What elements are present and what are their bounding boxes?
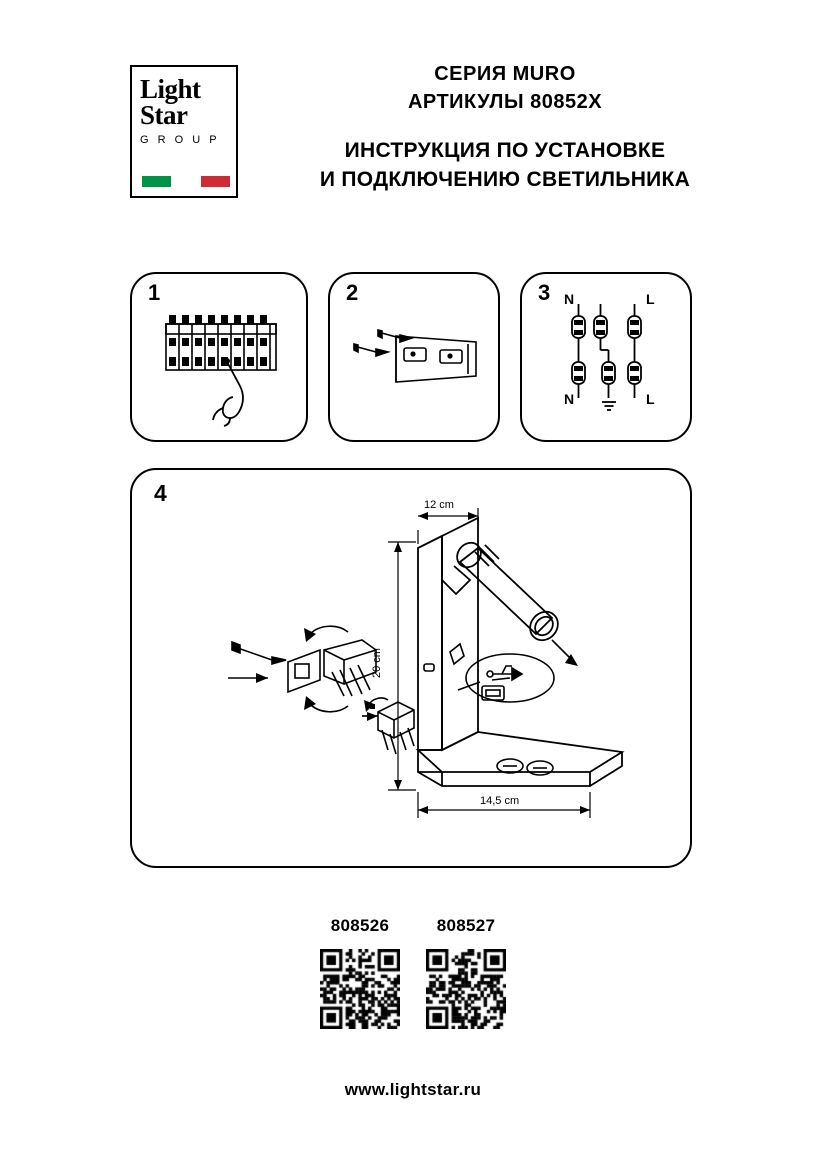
- wiring-label-n-top: N: [564, 291, 575, 307]
- page-header: [0, 0, 826, 230]
- instruction-line-2: И ПОДКЛЮЧЕНИЮ СВЕТИЛЬНИКА: [319, 168, 691, 191]
- step-3-number: 3: [538, 280, 551, 305]
- assembly-illustration: [192, 500, 672, 840]
- article-numbers: АРТИКУЛЫ 80852X: [407, 91, 603, 113]
- wiring-label-n-bottom: N: [564, 391, 575, 407]
- wiring-diagram-illustration: [550, 290, 680, 430]
- logo-line-2: Star: [140, 100, 188, 130]
- code-label-1: 808526: [330, 916, 390, 935]
- wiring-label-l-bottom: L: [646, 391, 655, 407]
- dimension-depth-label: 12 cm: [424, 500, 454, 511]
- step-2-panel: [328, 272, 500, 442]
- dimension-height-label: 20 cm: [371, 648, 383, 678]
- italian-flag-icon: [142, 176, 230, 187]
- step-4-number: 4: [154, 480, 167, 506]
- product-codes-block: [300, 916, 530, 1046]
- website-footer: www.lightstar.ru: [344, 1080, 482, 1099]
- qr-code-1: [320, 949, 400, 1029]
- code-label-2: 808527: [436, 916, 496, 935]
- step-2-number: 2: [346, 280, 359, 305]
- logo-line-1: Light: [140, 74, 201, 104]
- header-text-block: [255, 60, 755, 194]
- step-3-panel: [520, 272, 692, 442]
- dimension-width-label: 14,5 cm: [480, 795, 520, 807]
- wall-bracket-illustration: [344, 314, 494, 414]
- logo: [130, 65, 238, 198]
- wiring-label-l-top: L: [646, 291, 655, 307]
- series-title: СЕРИЯ MURO: [434, 63, 576, 85]
- code-column-808526: [314, 916, 406, 1029]
- code-column-808527: [420, 916, 512, 1029]
- qr-code-2: [426, 949, 506, 1029]
- instruction-line-1: ИНСТРУКЦИЯ ПО УСТАНОВКЕ: [344, 139, 666, 162]
- step-4-panel: [130, 468, 692, 868]
- terminal-block-illustration: [144, 302, 300, 432]
- step-1-panel: [130, 272, 308, 442]
- logo-group-text: G R O U P: [140, 134, 220, 146]
- step-1-number: 1: [148, 280, 161, 305]
